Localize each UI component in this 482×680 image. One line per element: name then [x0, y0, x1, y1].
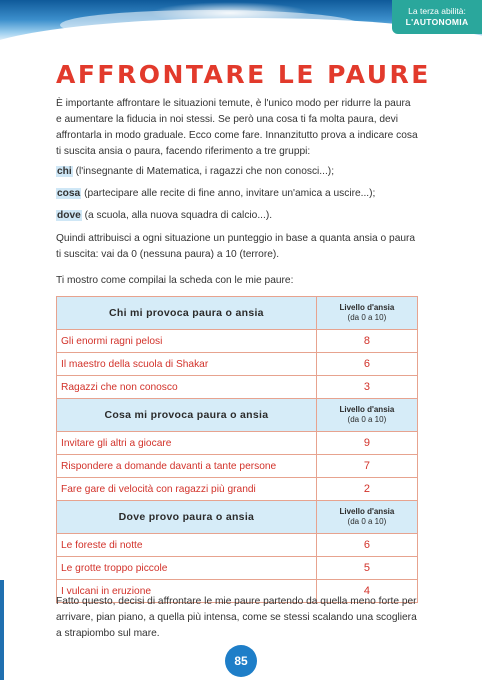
table-row	[57, 534, 418, 557]
table-row	[57, 455, 418, 478]
show-paragraph: Ti mostro come compilai la scheda con le mie paure:	[56, 275, 294, 286]
table-row	[57, 353, 418, 376]
level-header	[316, 297, 417, 330]
edge-stripe	[0, 580, 4, 680]
table-section-header	[57, 297, 418, 330]
table-row	[57, 376, 418, 399]
group-item-dove	[56, 208, 418, 224]
row-label: Ragazzi che non conosco	[57, 376, 317, 399]
row-label: Gli enormi ragni pelosi	[57, 330, 317, 353]
group-keyword: dove	[57, 210, 81, 221]
row-value: 8	[316, 330, 417, 353]
section-header-cosa: Cosa mi provoca paura o ansia	[57, 399, 317, 432]
section-tab	[392, 0, 482, 34]
page-title: AFFRONTARE LE PAURE	[56, 60, 431, 89]
level-range: (da 0 a 10)	[347, 517, 387, 526]
row-value: 2	[316, 478, 417, 501]
group-text: (l'insegnante di Matematica, i ragazzi che non conosci...);	[72, 166, 335, 177]
level-range: (da 0 a 10)	[347, 415, 387, 424]
closing-paragraph: Fatto questo, decisi di affrontare le mie paure partendo da quella meno forte per arrivare, pian piano, a quella più intensa, come se stessi scalando una scogliera a strapiombo sul mare.	[56, 596, 417, 639]
table-row	[57, 330, 418, 353]
table-row	[57, 432, 418, 455]
level-range: (da 0 a 10)	[347, 313, 387, 322]
row-value: 7	[316, 455, 417, 478]
section-header-dove: Dove provo paura o ansia	[57, 501, 317, 534]
level-header	[316, 501, 417, 534]
intro-paragraph: È importante affrontare le situazioni temute, è l'unico modo per ridurre la paura e aumentare la fiducia in noi stessi. Se però una cosa ti fa molta paura, devi affrontarla in modo graduale. Ecco come fare. Innanzitutto prova a indicare cosa ti suscita ansia o paura, facendo riferimento a tre gruppi:	[56, 98, 418, 157]
row-value: 5	[316, 557, 417, 580]
table-row	[57, 557, 418, 580]
group-text: (a scuola, alla nuova squadra di calcio...).	[81, 210, 273, 221]
table-section-header	[57, 501, 418, 534]
level-header	[316, 399, 417, 432]
row-label: I vulcani in eruzione	[57, 580, 317, 603]
section-header-chi: Chi mi provoca paura o ansia	[57, 297, 317, 330]
row-value: 6	[316, 353, 417, 376]
fear-table	[56, 296, 418, 603]
row-value: 6	[316, 534, 417, 557]
row-label: Il maestro della scuola di Shakar	[57, 353, 317, 376]
level-title: Livello d'ansia	[339, 405, 395, 414]
row-label: Le foreste di notte	[57, 534, 317, 557]
group-item-cosa	[56, 186, 418, 202]
row-label: Le grotte troppo piccole	[57, 557, 317, 580]
page-number-badge: 85	[225, 645, 257, 677]
section-tab-line1: La terza abilità:	[408, 6, 466, 16]
table-section-header	[57, 399, 418, 432]
row-value: 3	[316, 376, 417, 399]
table-row	[57, 478, 418, 501]
row-value: 9	[316, 432, 417, 455]
group-text: (partecipare alle recite di fine anno, invitare un'amica a uscire...);	[81, 188, 376, 199]
level-title: Livello d'ansia	[339, 507, 395, 516]
group-keyword: cosa	[57, 188, 81, 199]
row-value: 4	[316, 580, 417, 603]
row-label: Fare gare di velocità con ragazzi più grandi	[57, 478, 317, 501]
section-tab-line2: L'AUTONOMIA	[405, 17, 469, 27]
row-label: Invitare gli altri a giocare	[57, 432, 317, 455]
score-paragraph: Quindi attribuisci a ogni situazione un punteggio in base a quanta ansia o paura ti suscita: vai da 0 (nessuna paura) a 10 (terrore).	[56, 233, 416, 260]
level-title: Livello d'ansia	[339, 303, 395, 312]
group-keyword: chi	[57, 166, 72, 177]
row-label: Rispondere a domande davanti a tante persone	[57, 455, 317, 478]
group-item-chi	[56, 164, 418, 180]
